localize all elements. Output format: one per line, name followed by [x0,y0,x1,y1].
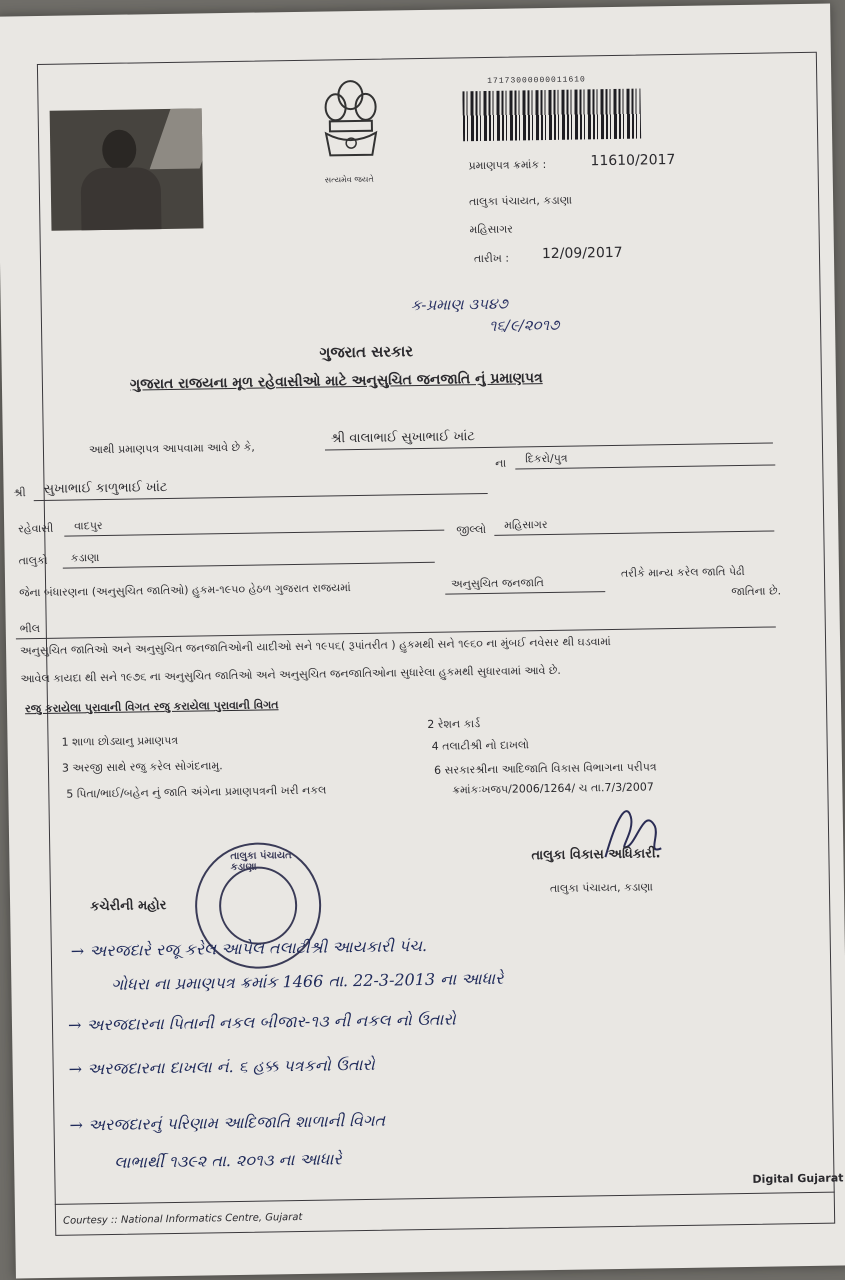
relation-label: ના [495,456,507,470]
national-emblem-icon [315,77,386,174]
office-line2: મહિસાગર [469,222,514,237]
applicant-name: શ્રી વાલાભાઈ સુખાભાઈ ખાંટ [330,429,476,447]
seal-label: તાલુકા પંચાયત કડાણા [230,850,292,874]
issued-to-label: આથી પ્રમાણપત્ર આપવામા આવે છે કે, [88,440,255,457]
handwritten-line-2: ગોધરા ના પ્રમાણપત્ર ક્રમાંક 1466 તા. 22-3-2013 ના આધારે [111,968,504,994]
applicant-photo [50,108,204,230]
date-label: તારીખ : [473,251,510,266]
father-name: સુખાભાઈ કાળુભાઈ ખાંટ [43,479,168,497]
taluka-value: કડાણા [70,551,100,565]
order-text: જેના બંધારણના (અનુસુચિત જાતિઓ) હુકમ-૧૯૫૦ હેઠળ ગુજરાત રાજયમાં [19,581,351,600]
seal-office-label: કચેરીની મહોર [90,898,167,915]
taluka-label: તાલુકો [18,553,48,568]
emblem-caption: સત્યમેવ જયતે [324,174,374,185]
docs-heading: રજુ કરાયેલા પુરાવાની વિગત રજુ કરાયેલા પુરાવાની વિગત [24,698,279,716]
signatory-title: તાલુકા વિકાસ અધિકારી. [531,846,661,864]
relation-value: દિકરો/પુત્ર [525,451,568,466]
para-line2: આવેલ કાયદા થી સને ૧૯૭૬ ના અનુસુચિત જાતિઓ અને અનુસુચિત જનજાતિઓના સુધારેલા હુકમથી સુધારવામાં આવે છે. [20,663,561,686]
certificate-no-label: પ્રમાણપત્ર ક્રમાંક : [468,158,547,173]
footer-courtesy: Courtesy :: National Informatics Centre, Gujarat [62,1211,303,1227]
district-label: જીલ્લો [456,522,487,537]
handwritten-line-6: લાભાર્થી ૧૩૯૨ તા. ૨૦૧૩ ના આધારે [114,1149,342,1172]
residence-label: રહેવાસી [18,521,54,536]
doc-item-6: 6 સરકારશ્રીના આદિજાતિ વિકાસ વિભાગના પરીપત્ર [433,760,657,777]
barcode-number: 17173000000011610 [487,75,586,86]
office-line1: તાલુકા પંચાયત, કડાણા [469,193,573,209]
date-value: 12/09/2017 [541,244,623,263]
doc-item-5: 5 પિતા/ભાઈ/બહેન નું જાતિ અંગેના પ્રમાણપત્રની ખરી નકલ [66,783,327,801]
para-line1: અનુસુચિત જાતિઓ અને અનુસુચિત જનજાતિઓની યાદીઓ સને ૧૯૫૬( રૂપાંતરીત ) હુકમથી સને ૧૯૬૦ ના મુંબઈ નવેસર થી ઘડવામાં [20,635,611,658]
doc-item-3: 3 અરજી સાથે રજુ કરેલ સોગંદનામુ. [61,759,223,775]
certificate-no: 11610/2017 [590,151,676,170]
caste-suffix: જાતિના છે. [731,584,782,599]
caste-value: ભીલ [19,622,41,636]
certificate-paper [0,4,845,1279]
stamp-note-line2: ૧૬/૯/૨૦૧૭ [488,315,560,335]
handwritten-line-4: → અરજદારના દાખલા નં. ૬ હક્ક પત્રકનો ઉતારો [68,1054,375,1079]
residence-value: વાદપુર [74,519,103,533]
doc-item-2: 2 રેશન કાર્ડ [427,717,481,731]
category-value: અનુસુચિત જનજાતિ [451,576,544,591]
handwritten-line-3: → અરજદારના પિતાની નકલ બીજાર-૧૩ ની નકલ નો ઉતારો [67,1009,456,1035]
government-heading: ગુજરાત સરકાર [319,342,414,362]
signatory-office: તાલુકા પંચાયત, કડાણા [549,880,653,896]
doc-item-4: 4 તલાટીશ્રી નો દાખલો [431,738,530,753]
stamp-note-line1: ક-પ્રમાણ ૩૫૪૭ [410,294,508,315]
doc-item-1: 1 શાળા છોડ્યાનુ પ્રમાણપત્ર [61,733,179,749]
recognized-text: તરીકે માન્ય કરેલ જાતિ પેઢી [620,564,745,580]
handwritten-line-1: → અરજદારે રજૂ કરેલ આપેલ તલાટીશ્રી આયકારી પંચ. [70,935,428,961]
doc-item-6-reference: ક્રમાંકઃખજપ/2006/1264/ ચ તા.7/3/2007 [452,780,654,797]
handwritten-line-5: → અરજદારનું પરિણામ આદિજાતિ શાળાની વિગત [69,1110,386,1135]
certificate-title: ગુજરાત રાજયના મૂળ રહેવાસીઓ માટે અનુસુચિત જનજાતિ નું પ્રમાણપત્ર [129,370,543,393]
barcode [462,89,641,142]
district-value: મહિસાગર [504,518,548,532]
father-prefix: શ્રી [13,486,26,500]
footer-digital-gujarat: Digital Gujarat [752,1171,844,1186]
